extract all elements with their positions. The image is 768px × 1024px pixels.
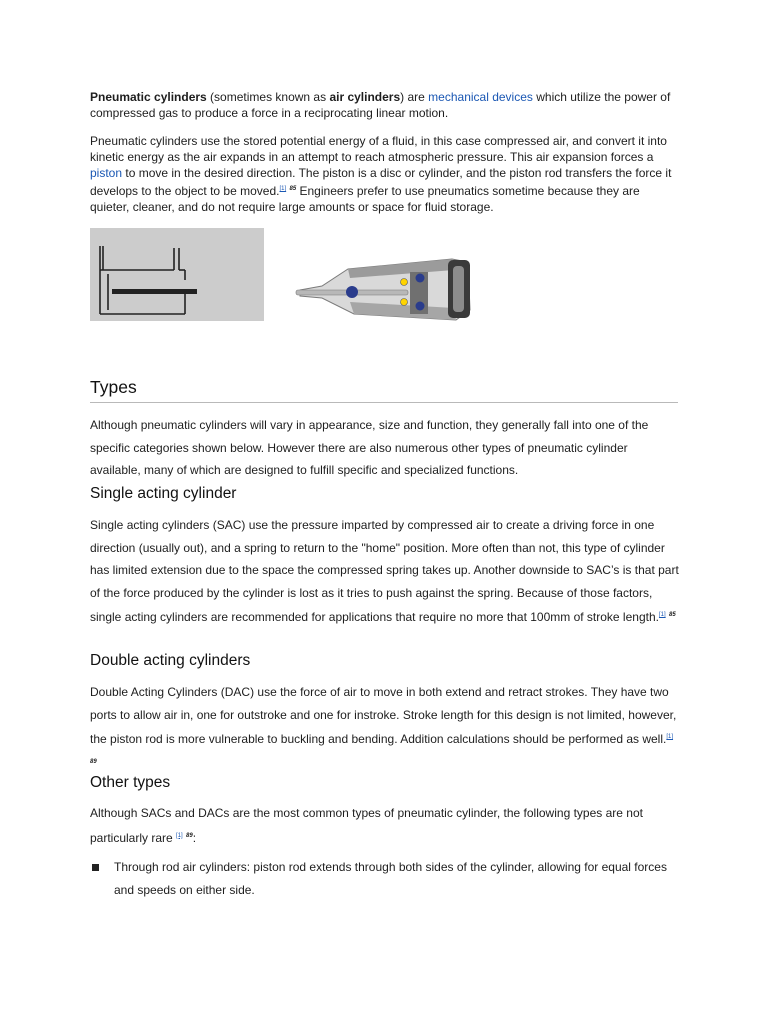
other-types-list bbox=[90, 856, 680, 901]
citation-page: 85 bbox=[289, 186, 297, 192]
paragraph-text: Single acting cylinders (SAC) use the pressure imparted by compressed air to create a driving force in one direction (usually out), and a spring to return to the "home" position. More often than not, this type of cylinder has limited extension due to the space the compressed spring takes up. Another downside to SAC’s is that part of the force produced by the cylinder is lost as it tries to push against the spring. Because of those factors, single acting cylinders are recommended for applications that require no more that 100mm of stroke length. bbox=[90, 518, 679, 624]
heading-single-acting-cylinder: Single acting cylinder bbox=[90, 485, 237, 502]
paragraph-text: Double Acting Cylinders (DAC) use the force of air to move in both extend and retract strokes. They have two ports to allow air in, one for outstroke and one for instroke. Stroke length for this design is not limited, however, the piston rod is more vulnerable to buckling and bending. Addition calculations should be performed as well. bbox=[90, 685, 677, 746]
paragraph-text: : bbox=[192, 830, 197, 845]
citation-page: 89 bbox=[90, 758, 97, 765]
list-item-text: Through rod air cylinders: piston rod extends through both sides of the cylinder, allowing for equal forces and speeds on either side. bbox=[114, 860, 667, 897]
term-air-cylinders: air cylinders bbox=[329, 90, 401, 104]
intro-text: ) are bbox=[400, 90, 429, 104]
cylinder-cutaway-image bbox=[292, 256, 476, 326]
citation-page: 89 bbox=[186, 832, 193, 839]
paragraph-text: to move in the desired direction. The piston is a disc or cylinder, and the piston rod transfers the force it develops to the object to be moved. bbox=[90, 166, 672, 198]
energy-paragraph bbox=[90, 133, 676, 215]
citation-link[interactable]: [1] bbox=[666, 734, 674, 740]
cylinder-diagram bbox=[90, 228, 264, 321]
intro-text: which utilize the power of compressed gas to produce a force in a reciprocating linear motion. bbox=[90, 90, 671, 120]
heading-types: Types bbox=[90, 377, 678, 403]
list-item bbox=[90, 856, 680, 901]
paragraph-text: Pneumatic cylinders use the stored potential energy of a fluid, in this case compressed air, and convert it into kinetic energy as the air expands in an attempt to reach atmospheric pressure. This air expansion forces a bbox=[90, 134, 667, 164]
link-mechanical-devices[interactable]: mechanical devices bbox=[428, 90, 533, 104]
other-types-paragraph bbox=[90, 802, 680, 849]
intro-paragraph bbox=[90, 89, 676, 121]
paragraph-text: Engineers prefer to use pneumatics sometime because they are quieter, cleaner, and do not require large amounts or space for fluid storage. bbox=[90, 184, 640, 214]
citation-page: 85 bbox=[668, 612, 676, 618]
citation-link[interactable]: [1] bbox=[279, 186, 287, 192]
sac-paragraph bbox=[90, 514, 680, 629]
intro-text: (sometimes known as bbox=[206, 90, 330, 104]
link-piston[interactable]: piston bbox=[90, 166, 123, 180]
citation-link[interactable]: [1] bbox=[176, 832, 183, 839]
types-paragraph: Although pneumatic cylinders will vary in appearance, size and function, they generally fall into one of the specific categories shown below. However there are also numerous other types of pneumatic cylinder available, many of which are designed to fulfill specific and specialized functions. bbox=[90, 418, 649, 477]
paragraph-text: Although SACs and DACs are the most common types of pneumatic cylinder, the following types are not particularly rare bbox=[90, 806, 643, 845]
heading-other-types: Other types bbox=[90, 774, 171, 791]
citation-link[interactable]: [1] bbox=[658, 612, 666, 618]
heading-double-acting-cylinders: Double acting cylinders bbox=[90, 652, 251, 669]
dac-paragraph bbox=[90, 681, 680, 775]
bullet-square-icon bbox=[92, 864, 99, 871]
term-pneumatic-cylinders: Pneumatic cylinders bbox=[90, 90, 207, 104]
